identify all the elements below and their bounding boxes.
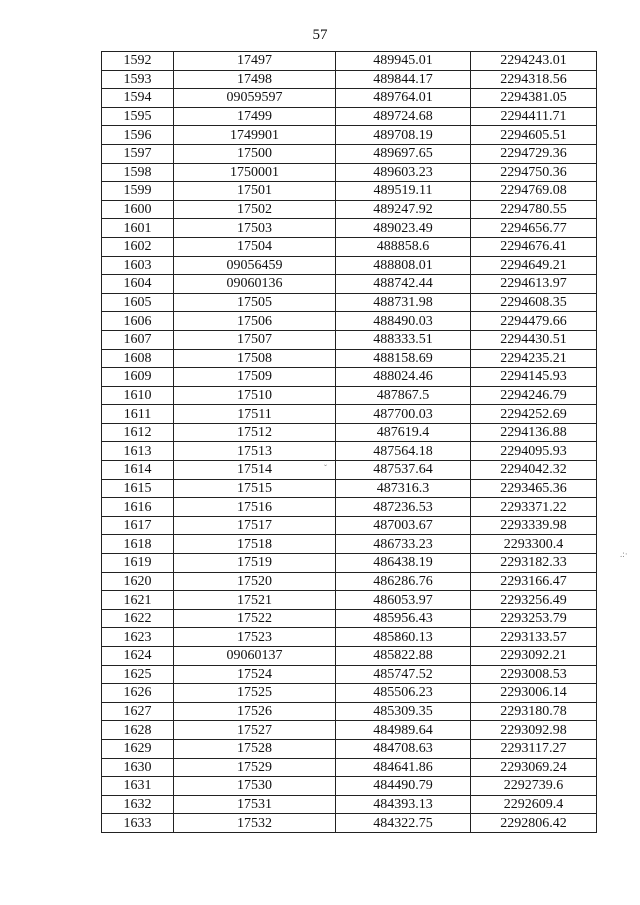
table-row [102,516,597,535]
table-row [102,349,597,368]
table-row [102,386,597,405]
table-cell: 485956.43 [336,609,471,628]
table-cell: 1628 [102,721,174,740]
table-row [102,312,597,331]
table-cell: 2294411.71 [471,107,597,126]
table-cell: 2294252.69 [471,405,597,424]
table-cell: 488490.03 [336,312,471,331]
table-cell: 1624 [102,647,174,666]
table-cell: 1621 [102,591,174,610]
table-cell: 1597 [102,144,174,163]
table-cell: 17515 [174,479,336,498]
table-cell: 2293006.14 [471,684,597,703]
table-cell: 486733.23 [336,535,471,554]
table-cell: 09056459 [174,256,336,275]
table-cell: 2293092.98 [471,721,597,740]
table-cell: 1617 [102,516,174,535]
table-cell: 486053.97 [336,591,471,610]
table-cell: 487003.67 [336,516,471,535]
table-cell: 489844.17 [336,70,471,89]
table-row [102,237,597,256]
table-cell: 17523 [174,628,336,647]
table-cell: 489945.01 [336,52,471,71]
coordinates-table [101,51,597,833]
table-cell: 17531 [174,795,336,814]
scan-artifact-mark: ˇ [324,463,327,473]
table-cell: 1627 [102,702,174,721]
table-cell: 17502 [174,200,336,219]
table-row [102,795,597,814]
table-cell: 488731.98 [336,293,471,312]
table-cell: 17529 [174,758,336,777]
table-cell: 09059597 [174,89,336,108]
table-cell: 1609 [102,368,174,387]
table-cell: 489023.49 [336,219,471,238]
table-cell: 1619 [102,554,174,573]
table-cell: 485747.52 [336,665,471,684]
table-cell: 1604 [102,275,174,294]
table-cell: 1610 [102,386,174,405]
table-row [102,219,597,238]
table-cell: 2293300.4 [471,535,597,554]
table-row [102,665,597,684]
table-cell: 487316.3 [336,479,471,498]
table-cell: 489697.65 [336,144,471,163]
table-cell: 489724.68 [336,107,471,126]
table-cell: 1611 [102,405,174,424]
table-row [102,535,597,554]
table-cell: 2292739.6 [471,777,597,796]
table-cell: 17511 [174,405,336,424]
table-row [102,107,597,126]
table-cell: 485506.23 [336,684,471,703]
table-row [102,498,597,517]
table-cell: 487537.64 [336,461,471,480]
table-cell: 2294095.93 [471,442,597,461]
page-number: 57 [312,27,328,43]
table-cell: 17524 [174,665,336,684]
table-cell: 1623 [102,628,174,647]
table-cell: 2293133.57 [471,628,597,647]
table-cell: 17517 [174,516,336,535]
table-cell: 489764.01 [336,89,471,108]
table-cell: 1632 [102,795,174,814]
table-cell: 1612 [102,423,174,442]
table-cell: 2294769.08 [471,182,597,201]
table-cell: 1607 [102,330,174,349]
table-row [102,758,597,777]
table-cell: 2292806.42 [471,814,597,833]
table-row [102,461,597,480]
table-cell: 2293166.47 [471,572,597,591]
table-cell: 17527 [174,721,336,740]
table-row [102,330,597,349]
table-cell: 2293371.22 [471,498,597,517]
table-cell: 2294780.55 [471,200,597,219]
table-cell: 17516 [174,498,336,517]
table-cell: 488858.6 [336,237,471,256]
table-cell: 2294750.36 [471,163,597,182]
table-cell: 488333.51 [336,330,471,349]
table-row [102,647,597,666]
table-cell: 1630 [102,758,174,777]
table-cell: 2292609.4 [471,795,597,814]
table-cell: 1599 [102,182,174,201]
table-cell: 09060137 [174,647,336,666]
table-cell: 1603 [102,256,174,275]
table-cell: 2293339.98 [471,516,597,535]
table-row [102,200,597,219]
table-row [102,591,597,610]
table-cell: 484322.75 [336,814,471,833]
table-cell: 2294729.36 [471,144,597,163]
table-cell: 1620 [102,572,174,591]
table-cell: 17504 [174,237,336,256]
table-cell: 17513 [174,442,336,461]
table-cell: 2294479.66 [471,312,597,331]
table-cell: 486438.19 [336,554,471,573]
table-cell: 484490.79 [336,777,471,796]
table-cell: 17508 [174,349,336,368]
table-cell: 1749901 [174,126,336,145]
table-row [102,609,597,628]
table-cell: 1593 [102,70,174,89]
table-row [102,126,597,145]
table-row [102,442,597,461]
table-cell: 488742.44 [336,275,471,294]
table-cell: 487236.53 [336,498,471,517]
table-row [102,479,597,498]
table-cell: 2294243.01 [471,52,597,71]
table-cell: 1606 [102,312,174,331]
table-cell: 17499 [174,107,336,126]
table-cell: 2293465.36 [471,479,597,498]
table-cell: 1633 [102,814,174,833]
table-row [102,275,597,294]
table-cell: 17498 [174,70,336,89]
table-cell: 1631 [102,777,174,796]
table-cell: 2294656.77 [471,219,597,238]
table-cell: 17503 [174,219,336,238]
table-cell: 489247.92 [336,200,471,219]
table-cell: 09060136 [174,275,336,294]
table-cell: 1598 [102,163,174,182]
table-row [102,405,597,424]
table-body [102,52,597,833]
table-cell: 1618 [102,535,174,554]
table-row [102,144,597,163]
table-cell: 1622 [102,609,174,628]
table-cell: 487867.5 [336,386,471,405]
table-cell: 2293180.78 [471,702,597,721]
table-cell: 484708.63 [336,739,471,758]
table-cell: 17514 [174,461,336,480]
table-row [102,256,597,275]
table-cell: 2294246.79 [471,386,597,405]
table-cell: 2293092.21 [471,647,597,666]
table-cell: 1625 [102,665,174,684]
table-cell: 17522 [174,609,336,628]
table-cell: 17500 [174,144,336,163]
table-cell: 17528 [174,739,336,758]
table-cell: 2293008.53 [471,665,597,684]
table-cell: 17532 [174,814,336,833]
table-cell: 2293182.33 [471,554,597,573]
table-row [102,572,597,591]
table-cell: 17497 [174,52,336,71]
table-cell: 1594 [102,89,174,108]
table-cell: 17521 [174,591,336,610]
table-cell: 2294042.32 [471,461,597,480]
table-cell: 2293256.49 [471,591,597,610]
table-cell: 2294145.93 [471,368,597,387]
table-cell: 17507 [174,330,336,349]
table-row [102,628,597,647]
table-row [102,814,597,833]
table-cell: 1601 [102,219,174,238]
table-cell: 1600 [102,200,174,219]
table-row [102,182,597,201]
table-cell: 17530 [174,777,336,796]
table-row [102,739,597,758]
table-row [102,163,597,182]
table-row [102,684,597,703]
table-row [102,777,597,796]
table-row [102,702,597,721]
table-cell: 17505 [174,293,336,312]
table-row [102,423,597,442]
table-cell: 17520 [174,572,336,591]
table-cell: 17525 [174,684,336,703]
table-cell: 487564.18 [336,442,471,461]
table-cell: 17518 [174,535,336,554]
table-cell: 2294605.51 [471,126,597,145]
table-row [102,52,597,71]
table-cell: 2294318.56 [471,70,597,89]
table-cell: 1605 [102,293,174,312]
table-cell: 488158.69 [336,349,471,368]
table-cell: 2294430.51 [471,330,597,349]
table-cell: 1629 [102,739,174,758]
table-cell: 484641.86 [336,758,471,777]
table-cell: 488808.01 [336,256,471,275]
table-cell: 1608 [102,349,174,368]
table-row [102,293,597,312]
table-row [102,721,597,740]
table-cell: 2294676.41 [471,237,597,256]
table-row [102,70,597,89]
table-cell: 487619.4 [336,423,471,442]
table-cell: 489603.23 [336,163,471,182]
table-cell: 17512 [174,423,336,442]
table-cell: 1615 [102,479,174,498]
table-cell: 2294381.05 [471,89,597,108]
table-cell: 2294649.21 [471,256,597,275]
table-cell: 2293069.24 [471,758,597,777]
table-cell: 489708.19 [336,126,471,145]
table-cell: 17519 [174,554,336,573]
table-cell: 1596 [102,126,174,145]
table-cell: 17510 [174,386,336,405]
table-row [102,89,597,108]
table-cell: 1626 [102,684,174,703]
table-cell: 485309.35 [336,702,471,721]
table-cell: 487700.03 [336,405,471,424]
table-row [102,554,597,573]
table-cell: 17509 [174,368,336,387]
table-cell: 17526 [174,702,336,721]
scan-artifact-mark: .:· [620,549,628,559]
table-cell: 484989.64 [336,721,471,740]
table-cell: 489519.11 [336,182,471,201]
table-cell: 17506 [174,312,336,331]
table-cell: 2294235.21 [471,349,597,368]
table-cell: 1602 [102,237,174,256]
table-cell: 1592 [102,52,174,71]
table-cell: 2294136.88 [471,423,597,442]
table-cell: 484393.13 [336,795,471,814]
table-row [102,368,597,387]
table-cell: 17501 [174,182,336,201]
table-cell: 2293253.79 [471,609,597,628]
table-cell: 1750001 [174,163,336,182]
table-cell: 488024.46 [336,368,471,387]
table-cell: 1595 [102,107,174,126]
table-cell: 1614 [102,461,174,480]
table-cell: 485822.88 [336,647,471,666]
table-cell: 486286.76 [336,572,471,591]
table-cell: 1616 [102,498,174,517]
table-cell: 2293117.27 [471,739,597,758]
table-cell: 485860.13 [336,628,471,647]
table-cell: 2294608.35 [471,293,597,312]
table-cell: 2294613.97 [471,275,597,294]
table-cell: 1613 [102,442,174,461]
